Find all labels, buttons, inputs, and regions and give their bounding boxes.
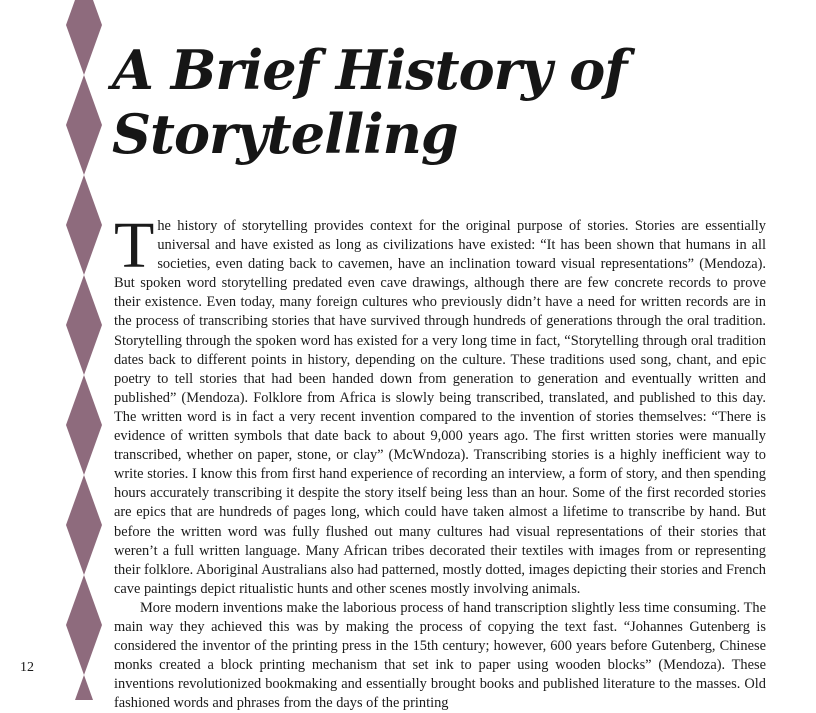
border-diamond	[66, 575, 102, 675]
drop-cap: T	[114, 209, 155, 282]
paragraph-2: More modern inventions make the laborious process of hand transcription slightly less time consuming. The main way they achieved this was by making the process of copying the text fast. “Johannes Gutenberg is considered the inventor of the printing press in the 15th century; however, 600 years before Gutenberg, Chinese monks created a block printing mechanism that set ink to paper using wooden blocks” (Mendoza). These inventions revolutionized bookmaking and essentially brought books and published literature to the masses. Old fashioned words and phrases from the days of the printing	[114, 599, 766, 712]
border-diamond	[66, 75, 102, 175]
border-diamond	[66, 0, 102, 75]
paragraph-1	[114, 209, 766, 599]
border-diamond	[66, 275, 102, 375]
decorative-diamond-border	[0, 0, 104, 700]
border-diamond	[66, 475, 102, 575]
paragraph-1-text: he history of storytelling provides context for the original purpose of stories. Stories are essentially universal and have existed as long as civilizations have existed: “It has been shown that humans in all societies, even dating back to cavemen, have an inclination toward visual representations” (Mendoza). But spoken word storytelling predated even cave drawings, although there are few concrete records to prove their existence. Even today, many foreign cultures who previously didn’t have a need for written records are in the process of transcribing stories that have survived through hundreds of generations through the oral tradition. Storytelling through the spoken word has existed for a very long time in fact, “Storytelling through oral tradition dates back to different points in history, depending on the culture. These traditions used song, chant, and epic poetry to tell stories that had been handed down from generation to generation and eventually written and published” (Mendoza). Folklore from Africa is slowly being transcribed, translated, and published to this day. The written word is in fact a very recent invention compared to the invention of stories themselves: “There is evidence of written symbols that date back to about 9,000 years ago. The first written stories were manually transcribed, whether on paper, stone, or clay” (McWndoza). Transcribing stories is a highly inefficient way to write stories. I know this from first hand experience of recording an interview, a form of story, and then spending hours accurately transcribing it despite the story itself being less than an hour. Some of the first recorded stories are epics that are hundreds of pages long, which could have taken almost a lifetime to transcribe by hand. But before the written word was fully flushed out many cultures had visual representations of their stories that weren’t a full written language. Many African tribes decorated their textiles with images from or representing their folklore. Aboriginal Australians also had patterned, mostly dotted, images depicting their stories and French cave paintings depict ritualistic hunts and other scenes mostly involving animals.	[114, 218, 766, 597]
border-diamond	[66, 175, 102, 275]
border-diamond	[66, 375, 102, 475]
border-diamond	[66, 675, 102, 700]
body-text	[114, 209, 766, 713]
page-number: 12	[20, 660, 34, 675]
page-title: A Brief History of Storytelling	[112, 38, 627, 166]
